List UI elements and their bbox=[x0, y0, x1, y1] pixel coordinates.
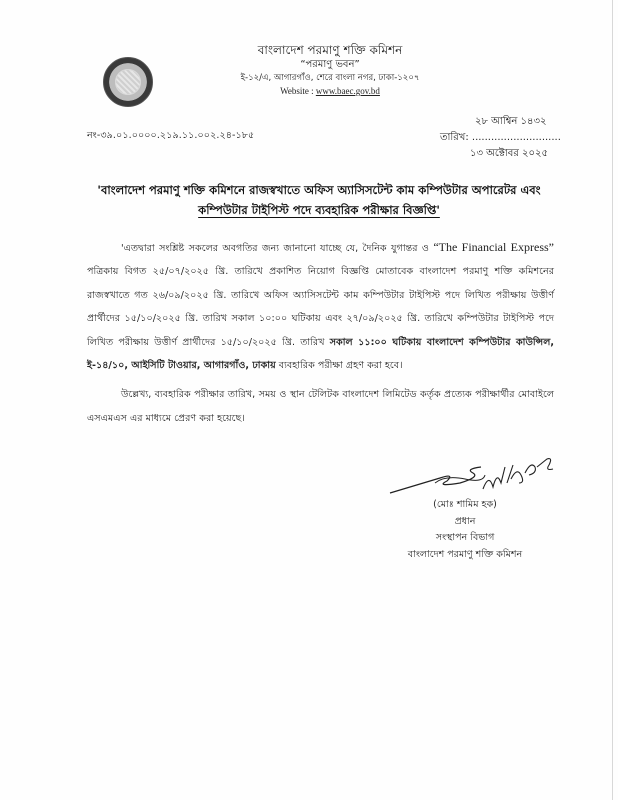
date-label-row bbox=[440, 130, 600, 146]
body-paragraph-2: উল্লেখ্য, ব্যবহারিক পরীক্ষার তারিখ, সময় ও স্থান টেলিটক বাংলাদেশ লিমিটেড কর্তৃক প্রত্যেক পরীক্ষার্থীর মোবাইলে এসএমএস এর মাধ্যমে প্রেরণ করা হয়েছে। bbox=[87, 389, 554, 424]
signatory-block bbox=[380, 497, 550, 563]
date-dots: ............................ bbox=[471, 132, 561, 143]
signatory-name: (মোঃ শামিম হক) bbox=[433, 499, 497, 510]
signatory-designation: প্রধান bbox=[454, 515, 476, 527]
p1-part2: পত্রিকায় বিগত ২৫/০৭/২০২৫ খ্রি. তারিখে প্রকাশিত নিয়োগ বিজ্ঞপ্তি মোতাবেক বাংলাদেশ পরমাণু শক্তি কমিশনের রাজস্বখাতে গত ২৬/০৯/২০২৫ খ্রি. তারিখে অফিস অ্যাসিসটেন্ট কাম কম্পিউটার টাইপিস্ট পদে লিখিত পরীক্ষায় উত্তীর্ণ প্রার্থীদের ১৫/১০/২০২৫ খ্রি. তারিখ সকাল ১০:০০ ঘটিকায় এবং ২৭/০৯/২০২৫ খ্রি. তারিখে কম্পিউটার টাইপিস্ট পদে লিখিত পরীক্ষায় উত্তীর্ণ প্রার্থীদের ১৫/১০/২০২৫ খ্রি. তারিখ bbox=[87, 266, 554, 348]
address: ই-১২/এ, আগারগাঁও, শেরে বাংলা নগর, ঢাকা-১২০৭ bbox=[240, 73, 420, 83]
exam-venue: বাংলাদেশ কম্পিউটার কাউন্সিল, ই-১৪/১০, আইসিটি টাওয়ার, আগারগাঁও, ঢাকায় bbox=[87, 336, 555, 372]
letterhead bbox=[200, 42, 460, 97]
exam-time: সকাল ১১:০০ ঘটিকায় bbox=[329, 336, 422, 348]
notice-body bbox=[87, 236, 554, 430]
website-line bbox=[200, 85, 460, 97]
p1-part1: 'এতদ্বারা সংশ্লিষ্ট সকলের অবগতির জন্য জানানো যাচ্ছে যে, দৈনিক যুগান্তর ও bbox=[121, 243, 434, 254]
signatory-department: সংস্থাপন বিভাগ bbox=[435, 532, 495, 543]
building-name: “পরমাণু ভবন” bbox=[300, 59, 360, 70]
date-block bbox=[440, 114, 600, 162]
website-label: Website : bbox=[280, 86, 316, 96]
emblem-center bbox=[116, 70, 140, 94]
bangla-date: ২৮ আশ্বিন ১৪৩২ bbox=[475, 116, 547, 127]
gregorian-date: ১৩ অক্টোবর ২০২৫ bbox=[470, 148, 549, 159]
headline-line-2: কম্পিউটার টাইপিস্ট পদে ব্যবহারিক পরীক্ষার বিজ্ঞপ্তি' bbox=[198, 203, 440, 217]
headline-line-1: 'বাংলাদেশ পরমাণু শক্তি কমিশনে রাজস্বখাতে অফিস অ্যাসিসটেন্ট কাম কম্পিউটার অপারেটর এবং bbox=[97, 183, 541, 197]
date-label: তারিখ: bbox=[440, 132, 469, 143]
scan-edge-line bbox=[612, 0, 613, 800]
notice-headline bbox=[84, 180, 554, 220]
baec-emblem-icon bbox=[103, 57, 153, 107]
p1-part3: ব্যবহারিক পরীক্ষা গ্রহণ করা হবে। bbox=[275, 360, 403, 372]
handwritten-signature bbox=[385, 453, 565, 503]
signatory-organization: বাংলাদেশ পরমাণু শক্তি কমিশন bbox=[407, 548, 523, 560]
website-link[interactable]: www.baec.gov.bd bbox=[315, 86, 380, 96]
newspaper-name-en: “The Financial Express” bbox=[433, 240, 554, 254]
body-paragraph-1 bbox=[87, 236, 554, 377]
organization-name: বাংলাদেশ পরমাণু শক্তি কমিশন bbox=[257, 43, 403, 57]
reference-number: নং-৩৯.০১.০০০০.২১৯.১১.০০২.২৪-১৮৫ bbox=[87, 130, 255, 141]
